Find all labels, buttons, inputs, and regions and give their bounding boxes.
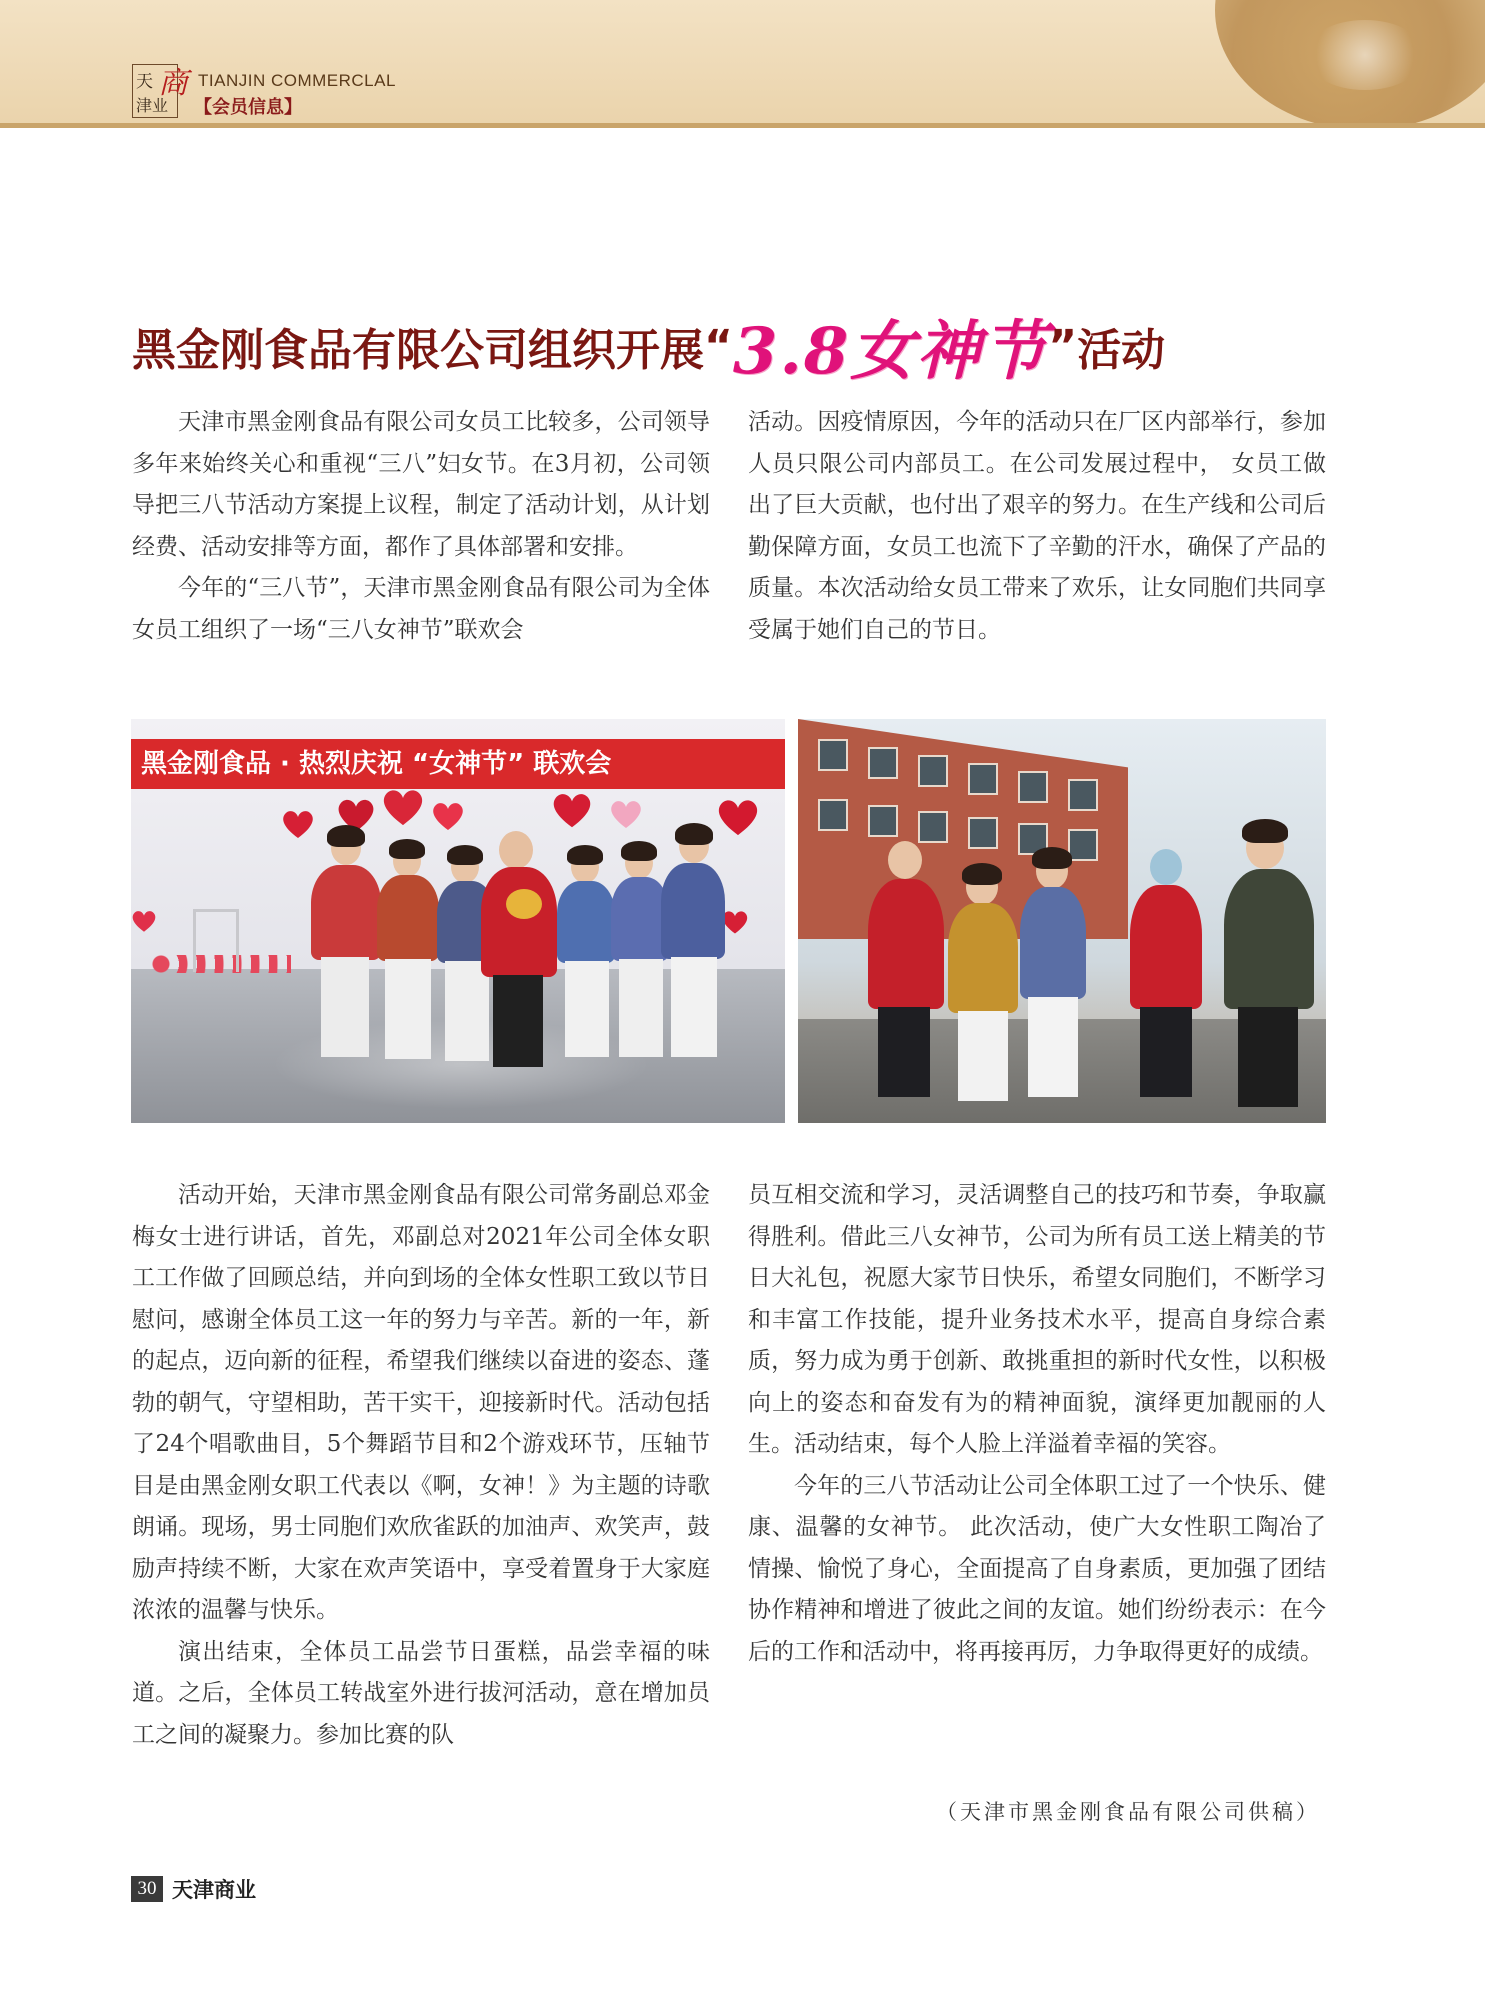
building-window — [818, 799, 848, 831]
heart-balloon-icon — [131, 909, 157, 933]
person-top — [868, 879, 944, 1009]
person-legs — [385, 959, 431, 1059]
building-window — [868, 805, 898, 837]
building-window — [968, 763, 998, 795]
person-hair — [567, 845, 603, 865]
headline-open-quote: “ — [704, 320, 733, 372]
person-hair — [962, 863, 1002, 885]
person-head — [499, 831, 533, 869]
body-column-lower-right — [748, 1175, 1326, 1673]
logo-char-jinye: 津业 — [136, 96, 169, 115]
person-legs — [445, 961, 489, 1061]
body-column-upper-right — [748, 402, 1326, 651]
paragraph: 活动开始，天津市黑金刚食品有限公司常务副总邓金梅女士进行讲话，首先，邓副总对2021年公司全体女职工工作做了回顾总结，并向到场的全体女性职工致以节日慰问，感谢全体员工这一年的努力与辛苦。新的一年，新的起点，迈向新的征程，希望我们继续以奋进的姿态、蓬勃的朝气，守望相助，苦干实干，迎接新时代。活动包括了24个唱歌曲目，5个舞蹈节目和2个游戏环节，压轴节目是由黑金刚女职工代表以《啊，女神！》为主题的诗歌朗诵。现场，男士同胞们欢欣雀跃的加油声、欢笑声，鼓励声持续不断，大家在欢声笑语中，享受着置身于大家庭浓浓的温馨与快乐。 — [132, 1182, 710, 1623]
paragraph: 今年的“三八节”，天津市黑金刚食品有限公司为全体女员工组织了一场“三八女神节”联欢会 — [132, 575, 710, 643]
article-headline — [132, 300, 1362, 389]
person-top — [1130, 885, 1202, 1009]
page-header — [0, 0, 1485, 128]
building-window — [918, 811, 948, 843]
heart-balloon-icon — [609, 799, 643, 829]
person-legs — [958, 1011, 1008, 1101]
paragraph: 活动。因疫情原因，今年的活动只在厂区内部举行，参加人员只限公司内部员工。在公司发展过程中， 女员工做出了巨大贡献，也付出了艰辛的努力。在生产线和公司后勤保障方面，女员工也流下了辛勤的汗水，确保了产品的质量。本次活动给女员工带来了欢乐，让女同胞们共同享受属于她们自己的节日。 — [748, 409, 1326, 643]
logo-char-shang: 商 — [158, 66, 188, 101]
heart-balloon-icon — [381, 787, 425, 827]
person-hair — [1032, 847, 1072, 869]
person-top — [311, 865, 381, 960]
person-legs — [493, 975, 543, 1067]
flower-pot — [506, 889, 542, 919]
person-hair — [621, 841, 657, 861]
article-credit: （天津市黑金刚食品有限公司供稿） — [936, 1800, 1320, 1824]
person-hair — [447, 845, 483, 865]
paragraph: 演出结束，全体员工品尝节日蛋糕，品尝幸福的味道。之后，全体员工转战室外进行拔河活动，意在增加员工之间的凝聚力。参加比赛的队 — [132, 1638, 710, 1748]
person-legs — [321, 957, 369, 1057]
person-top — [948, 903, 1018, 1013]
person-legs — [565, 961, 609, 1057]
heart-balloon-icon — [431, 801, 465, 831]
heart-balloon-icon — [281, 809, 315, 839]
building-window — [1018, 771, 1048, 803]
person-hair — [327, 825, 365, 847]
person-head — [1150, 849, 1182, 885]
event-photo-indoor — [131, 719, 785, 1123]
header-rule — [0, 123, 1485, 128]
person-legs — [671, 957, 717, 1057]
person-hair — [389, 839, 425, 859]
paragraph: 今年的三八节活动让公司全体职工过了一个快乐、健康、温馨的女神节。 此次活动，使广大女性职工陶冶了情操、愉悦了身心，全面提高了自身素质，更加强了团结协作精神和增进了彼此之间的友谊。她们纷纷表示：在今后的工作和活动中，将再接再厉，力争取得更好的成绩。 — [748, 1472, 1326, 1665]
person-legs — [878, 1007, 930, 1097]
person-top — [1224, 869, 1314, 1009]
photo-banner-text: 黑金刚食品 · 热烈庆祝 “女神节” 联欢会 — [131, 739, 785, 789]
person-legs — [1028, 997, 1078, 1097]
building-window — [818, 739, 848, 771]
body-column-lower-left — [132, 1175, 710, 1756]
body-column-upper-left — [132, 402, 710, 651]
person-hair — [675, 823, 713, 845]
person-top — [661, 863, 725, 959]
paragraph: 员互相交流和学习，灵活调整自己的技巧和节奏，争取赢得胜利。借此三八女神节，公司为所有员工送上精美的节日大礼包，祝愿大家节日快乐，希望女同胞们，不断学习和丰富工作技能，提升业务技术水平，提高自身综合素质，努力成为勇于创新、敢挑重担的新时代女性，以积极向上的姿态和奋发有为的精神面貌，演绎更加靓丽的人生。活动结束，每个人脸上洋溢着幸福的笑容。 — [748, 1182, 1326, 1457]
building-window — [968, 817, 998, 849]
person-head — [888, 841, 922, 879]
paragraph: 天津市黑金刚食品有限公司女员工比较多，公司领导多年来始终关心和重视“三八”妇女节。在3月初，公司领导把三八节活动方案提上议程，制定了活动计划，从计划经费、活动安排等方面，都作了具体部署和安排。 — [132, 409, 710, 560]
person-top — [1020, 887, 1086, 999]
headline-close-quote: ” — [1048, 320, 1078, 372]
person-legs — [1238, 1007, 1298, 1107]
building-window — [868, 747, 898, 779]
globe-highlight — [1305, 20, 1425, 90]
headline-highlight: 3.8女神节 — [732, 314, 1049, 389]
person-top — [557, 881, 615, 963]
person-top — [377, 875, 439, 961]
headline-part2: 活动 — [1077, 325, 1166, 376]
heart-balloon-icon — [551, 791, 593, 829]
building-window — [1068, 779, 1098, 811]
event-photo-outdoor — [798, 719, 1326, 1123]
headline-part1: 黑金刚食品有限公司组织开展 — [132, 325, 704, 376]
building-window — [1068, 829, 1098, 861]
logo-char-tian: 天 — [136, 72, 153, 92]
building-window — [918, 755, 948, 787]
person-hair — [1242, 819, 1288, 843]
person-legs — [1140, 1007, 1192, 1097]
section-label: 【会员信息】 — [194, 97, 302, 118]
footer-magazine-title: 天津商业 — [172, 1878, 256, 1902]
page-number: 30 — [131, 1876, 163, 1902]
folding-chair — [193, 909, 239, 972]
heart-balloon-icon — [721, 909, 749, 935]
person-top — [481, 867, 557, 977]
heart-balloon-icon — [716, 797, 760, 837]
person-legs — [619, 959, 663, 1057]
magazine-english-name: TIANJIN COMMERCLAL — [198, 71, 396, 90]
